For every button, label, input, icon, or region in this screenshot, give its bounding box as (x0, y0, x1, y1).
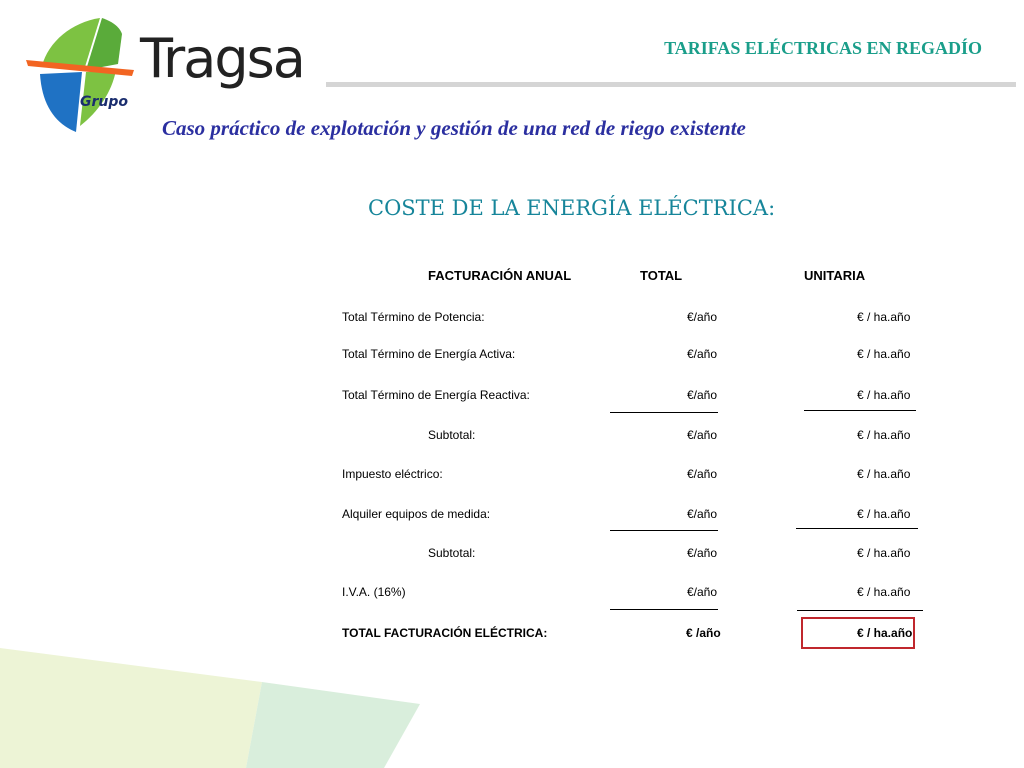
subtotal-rule (804, 410, 916, 411)
grand-total-label: TOTAL FACTURACIÓN ELÉCTRICA: (342, 626, 548, 640)
subtotal-rule (610, 412, 718, 413)
column-header-total: TOTAL (640, 268, 683, 283)
row-unit-unit: € / ha.año (857, 467, 911, 481)
column-header-unit: UNITARIA (804, 268, 866, 283)
subtotal-rule (796, 528, 918, 529)
row-label: Subtotal: (428, 546, 476, 560)
row-label: Total Término de Energía Activa: (342, 347, 516, 361)
row-label: Alquiler equipos de medida: (342, 507, 491, 521)
row-total-unit: €/año (687, 388, 718, 402)
logo-grupo-label: Grupo (80, 94, 129, 110)
page-header-title: TARIFAS ELÉCTRICAS EN REGADÍO (664, 38, 982, 58)
column-header-concept: FACTURACIÓN ANUAL (428, 268, 572, 283)
row-total-unit: €/año (687, 428, 718, 442)
row-total-unit: €/año (687, 467, 718, 481)
row-unit-unit: € / ha.año (857, 347, 911, 361)
row-unit-unit: € / ha.año (857, 507, 911, 521)
logo-globe-icon (22, 14, 142, 136)
logo-wordmark: Tragsa (140, 27, 304, 90)
row-unit-unit: € / ha.año (857, 585, 911, 599)
row-unit-unit: € / ha.año (857, 428, 911, 442)
row-label: Total Término de Potencia: (342, 310, 485, 324)
row-total-unit: €/año (687, 507, 718, 521)
grand-total-unitary-unit: € / ha.año (857, 626, 913, 640)
grand-total-highlight-box (801, 617, 915, 649)
row-unit-unit: € / ha.año (857, 310, 911, 324)
row-label: Total Término de Energía Reactiva: (342, 388, 530, 402)
subtotal-rule (610, 530, 718, 531)
row-label: Subtotal: (428, 428, 476, 442)
row-total-unit: €/año (687, 347, 718, 361)
row-total-unit: €/año (687, 310, 718, 324)
grand-total-unit: € /año (686, 626, 721, 640)
decorative-corner-shapes (0, 640, 430, 768)
row-label: Impuesto eléctrico: (342, 467, 443, 481)
total-rule (797, 610, 923, 611)
row-label: I.V.A. (16%) (342, 585, 406, 599)
total-rule (610, 609, 718, 610)
header-divider (326, 82, 1016, 87)
row-total-unit: €/año (687, 585, 718, 599)
section-title: COSTE DE LA ENERGÍA ELÉCTRICA: (368, 196, 776, 220)
row-unit-unit: € / ha.año (857, 388, 911, 402)
row-unit-unit: € / ha.año (857, 546, 911, 560)
page-subtitle: Caso práctico de explotación y gestión de una red de riego existente (162, 116, 746, 140)
row-total-unit: €/año (687, 546, 718, 560)
